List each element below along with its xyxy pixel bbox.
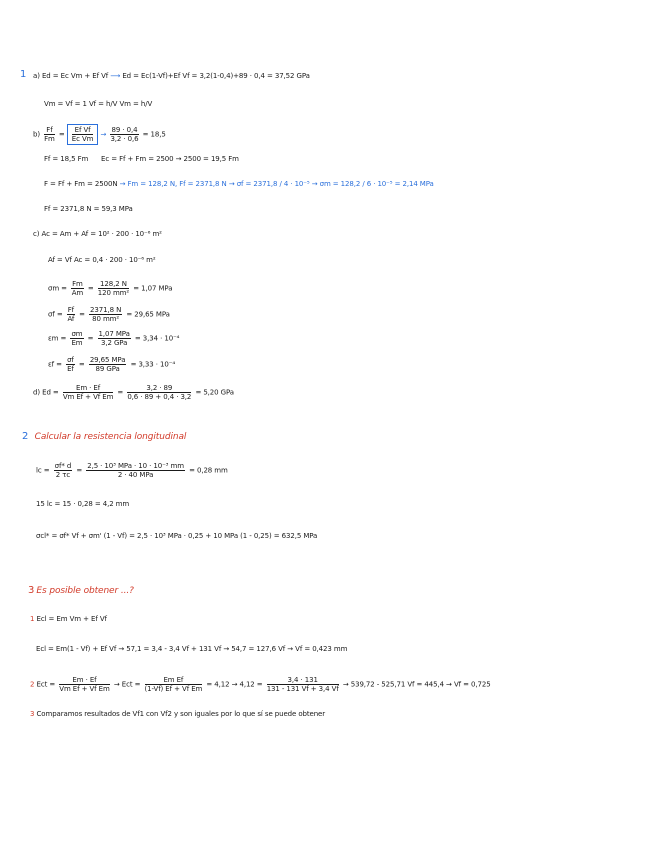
section-2-eq1: lc = $\frac{\sigma f* d}{2 \tau c}$ = $\frac{\text{2,5 · 10³ MPa · 10 · 10⁻³ mm}}{\text{2 · 40 MPa}}$ = 0,28 mm [36,462,228,479]
section-1a-label: a) [33,72,40,80]
section-2-eq2: 15 lc = 15 · 0,28 = 4,2 mm [36,500,130,508]
section-1-number: 1 [20,69,27,80]
section-3-header: 3 Es posible obtener ...? [28,585,134,596]
arrow-icon: ⟶ [110,72,121,80]
section-1d-line-1: d) Ed = $\frac{Em \cdot Ef}{\text{Vm Ef + Vf Em}}$ = $\frac{3,2 \cdot 89}{0,6 \cdot 89 + 0,4 \cdot 3,2}$ = 5,20 GPa [33,384,234,401]
section-1b-label: b) [33,130,40,139]
section-1a-line-1 [33,72,310,81]
section-1c-line-5: εm = $\frac{\sigma m}{Em}$ = $\frac{\text{1,07 MPa}}{\text{3,2 GPa}}$ = 3,34 · 10⁻⁴ [48,330,180,347]
section-1d-label: d) [33,388,40,397]
section-1c-line-4: σf = $\frac{Ff}{Af}$ = $\frac{2371,8 N}{\text{80 mm²}}$ = 29,65 MPa [48,306,170,323]
section-1b-line-2: Ff = 18,5 Fm Ec = Ff + Fm = 2500 → 2500 = 19,5 Fm [44,155,239,163]
section-1b-line-1: b) $\frac{Ff}{Fm}$ = $\frac{\text{Ef Vf}}{\text{Ec Vm}}$ → $\frac{89 \cdot 0,4}{3,2 \cdot 0,6}$ = 18,5 [33,126,166,143]
section-1b-line-4: Ff = 2371,8 N = 59,3 MPa [44,205,133,213]
section-2-header: 2 Calcular la resistencia longitudinal [22,431,187,442]
section-3-item-1: 1 Ecl = Em Vm + Ef Vf [30,615,107,623]
section-1c-line-6: εf = $\frac{\sigma f}{Ef}$ = $\frac{\text{29,65 MPa}}{\text{89 GPa}}$ = 3,33 · 10⁻⁴ [48,356,176,373]
section-3-item-3: 3 Comparamos resultados de Vf1 con Vf2 y son iguales por lo que sí se puede obtener [30,710,326,718]
boxed-fraction: $\frac{\text{Ef Vf}}{\text{Ec Vm}}$ [67,124,99,145]
section-3-heading: Es posible obtener ...? [36,586,134,596]
fraction: $\frac{Ff}{Fm}$ [44,126,55,143]
section-2-eq3: σcl* = σf* Vf + σm' (1 - Vf) = 2,5 · 10³ MPa · 0,25 + 10 MPa (1 - 0,25) = 632,5 MPa [36,532,318,540]
section-1a-eq2: Vm = Vf = 1 Vf = h/V Vm = h/V [44,100,153,108]
section-3-item-2: 2 Ect = $\frac{Em \cdot Ef}{\text{Vm Ef + Vf Em}}$ → Ect = $\frac{\text{Em Ef}}{\text{(1-Vf) Ef + Vf Em}}$ = 4,12 → 4,12 = $\frac{3,4 \cdot 131}{131 - 131 Vf + 3,4 Vf}$ → 539,72 - 525,71 Vf = 445,4 → Vf = 0,725 [30,676,491,693]
section-1c-label: c) [33,230,40,238]
section-1a-eq1: Ed = Ec Vm + Ef Vf [41,72,109,80]
section-1c-line-3: σm = $\frac{Fm}{Am}$ = $\frac{128,2 N}{\text{120 mm²}}$ = 1,07 MPa [48,280,173,297]
section-1b-line-3: F = Ff + Fm = 2500N → Fm = 128,2 N, Ff = 2371,8 N → σf = 2371,8 / 4 · 10⁻⁵ → σm = 128,2 / 6 · 10⁻⁵ = 2,14 MPa [44,180,434,188]
section-2-heading: Calcular la resistencia longitudinal [34,432,187,442]
section-3-item-1-eq: Ecl = Em(1 - Vf) + Ef Vf → 57,1 = 3,4 - 3,4 Vf + 131 Vf → 54,7 = 127,6 Vf → Vf = 0,423 mm [36,645,348,653]
fraction: $\frac{89 \cdot 0,4}{3,2 \cdot 0,6}$ [110,126,139,143]
section-1c-line-2: Af = Vf Ac = 0,4 · 200 · 10⁻⁶ m² [48,256,156,264]
section-1a-eq1-result: Ed = Ec(1-Vf)+Ef Vf = 3,2(1-0,4)+89 · 0,4 = 37,52 GPa [122,72,310,80]
section-1c-line-1: c) Ac = Am + Af = 10² · 200 · 10⁻⁶ m² [33,230,162,238]
